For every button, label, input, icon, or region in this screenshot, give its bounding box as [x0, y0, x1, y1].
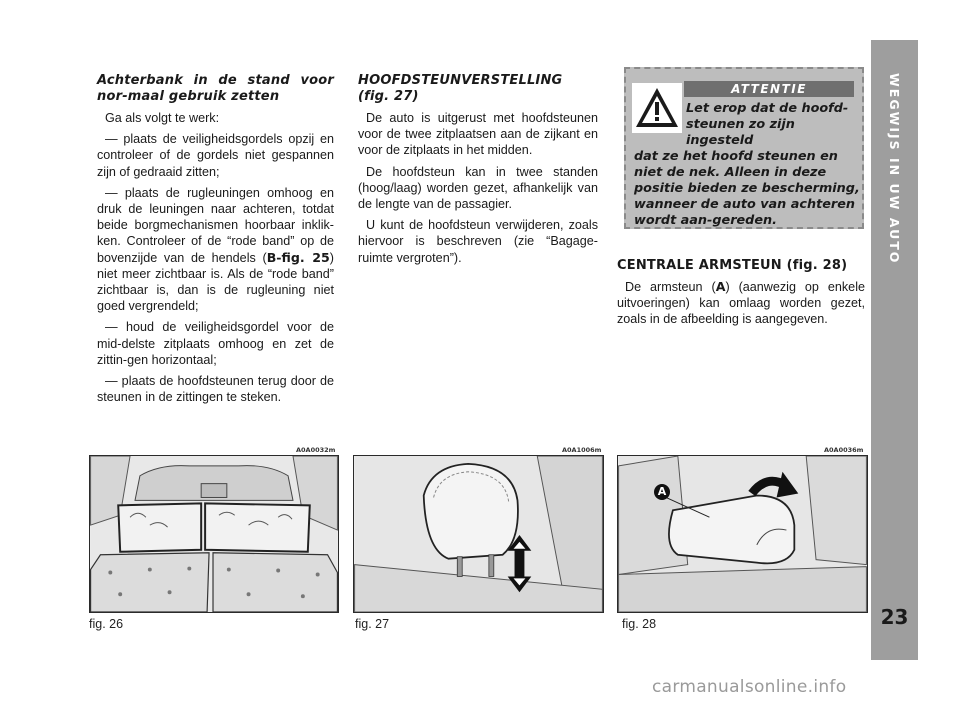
figure-code: A0A1006m	[562, 446, 602, 454]
warning-text-first: Let erop dat de hoofd-steunen zo zijn ingesteld	[686, 101, 849, 148]
column-rear-seat	[97, 73, 334, 410]
figure-label: fig. 26	[89, 617, 124, 631]
paragraph-text: ) niet meer zichtbaar is. Als de “rode band” zichtbaar is, dan is de rugleuning niet goed vergrendeld;	[97, 250, 334, 314]
warning-text	[634, 101, 860, 229]
paragraph: De auto is uitgerust met hoofdsteunen voor de twee zitplaatsen aan de zijkant en voor de zitplaats in het midden.	[358, 111, 598, 158]
callout-marker-a: A	[654, 484, 670, 500]
section-heading-figure-ref: (fig. 27)	[358, 89, 419, 104]
column-armrest	[617, 258, 865, 333]
rear-seat-illustration	[90, 456, 338, 612]
paragraph-text: De armsteun (	[625, 280, 716, 294]
paragraph: De hoofdsteun kan in twee standen (hoog/laag) worden gezet, afhankelijk van de lengte van de passagier.	[358, 164, 598, 212]
figure-reference: A	[715, 279, 726, 294]
figure-26-illustration	[89, 455, 339, 613]
paragraph-text: — plaats de rugleuningen omhoog en druk de leuningen naar achteren, totdat beide borgmechanismen hoorbaar inklik-ken. Controleer of de “rode band” op de bovenzijde van de hendels (	[97, 185, 334, 265]
chapter-sidebar	[871, 40, 918, 660]
section-heading-rear-seat: Achterbank in de stand voor nor-maal gebruik zetten	[97, 73, 334, 104]
warning-box	[624, 67, 864, 229]
armrest-illustration	[618, 456, 867, 612]
heading-figure-ref: (fig. 28)	[786, 258, 848, 273]
figure-label: fig. 27	[355, 617, 390, 631]
paragraph: — houd de veiligheidsgordel voor de mid-delste zitplaats omhoog en zet de zittin-gen horizontaal;	[97, 320, 334, 367]
paragraph: Ga als volgt te werk:	[105, 111, 220, 125]
heading-text: CENTRALE ARMSTEUN	[617, 258, 782, 273]
figure-code: A0A0032m	[296, 446, 336, 454]
column-headrest	[358, 73, 598, 271]
chapter-title: WEGWIJS IN UW AUTO	[887, 73, 902, 265]
watermark: carmanualsonline.info	[652, 677, 847, 697]
figure-28-illustration	[617, 455, 868, 613]
paragraph	[97, 185, 334, 315]
warning-text-rest: dat ze het hoofd steunen en niet de nek. Alleen in deze positie bieden ze bescherming, wanneer de auto van achteren wordt aan-gereden.	[634, 149, 860, 228]
warning-banner: ATTENTIE	[684, 81, 854, 97]
figure-reference: B-fig. 25	[266, 249, 330, 265]
figure-code: A0A0036m	[824, 446, 864, 454]
paragraph: U kunt de hoofdsteun verwijderen, zoals hiervoor is beschreven (zie “Bagage-ruimte vergroten”).	[358, 218, 598, 265]
figure-label: fig. 28	[622, 617, 657, 631]
figure-27-illustration	[353, 455, 604, 613]
paragraph: — plaats de veiligheidsgordels opzij en controleer of de gordels niet gespannen zijn of gedraaid zitten;	[97, 132, 334, 179]
headrest-illustration	[354, 456, 603, 612]
paragraph	[617, 279, 865, 328]
section-heading-headrest: HOOFDSTEUNVERSTELLING	[358, 73, 563, 88]
page-number: 23	[880, 605, 909, 629]
paragraph: — plaats de hoofdsteunen terug door de steunen in de zittingen te steken.	[97, 374, 334, 405]
section-heading-armrest	[617, 258, 865, 274]
paragraph-text: ) (aanwezig op enkele uitvoeringen) kan omlaag worden gezet, zoals in de afbeelding is aangegeven.	[617, 280, 865, 327]
